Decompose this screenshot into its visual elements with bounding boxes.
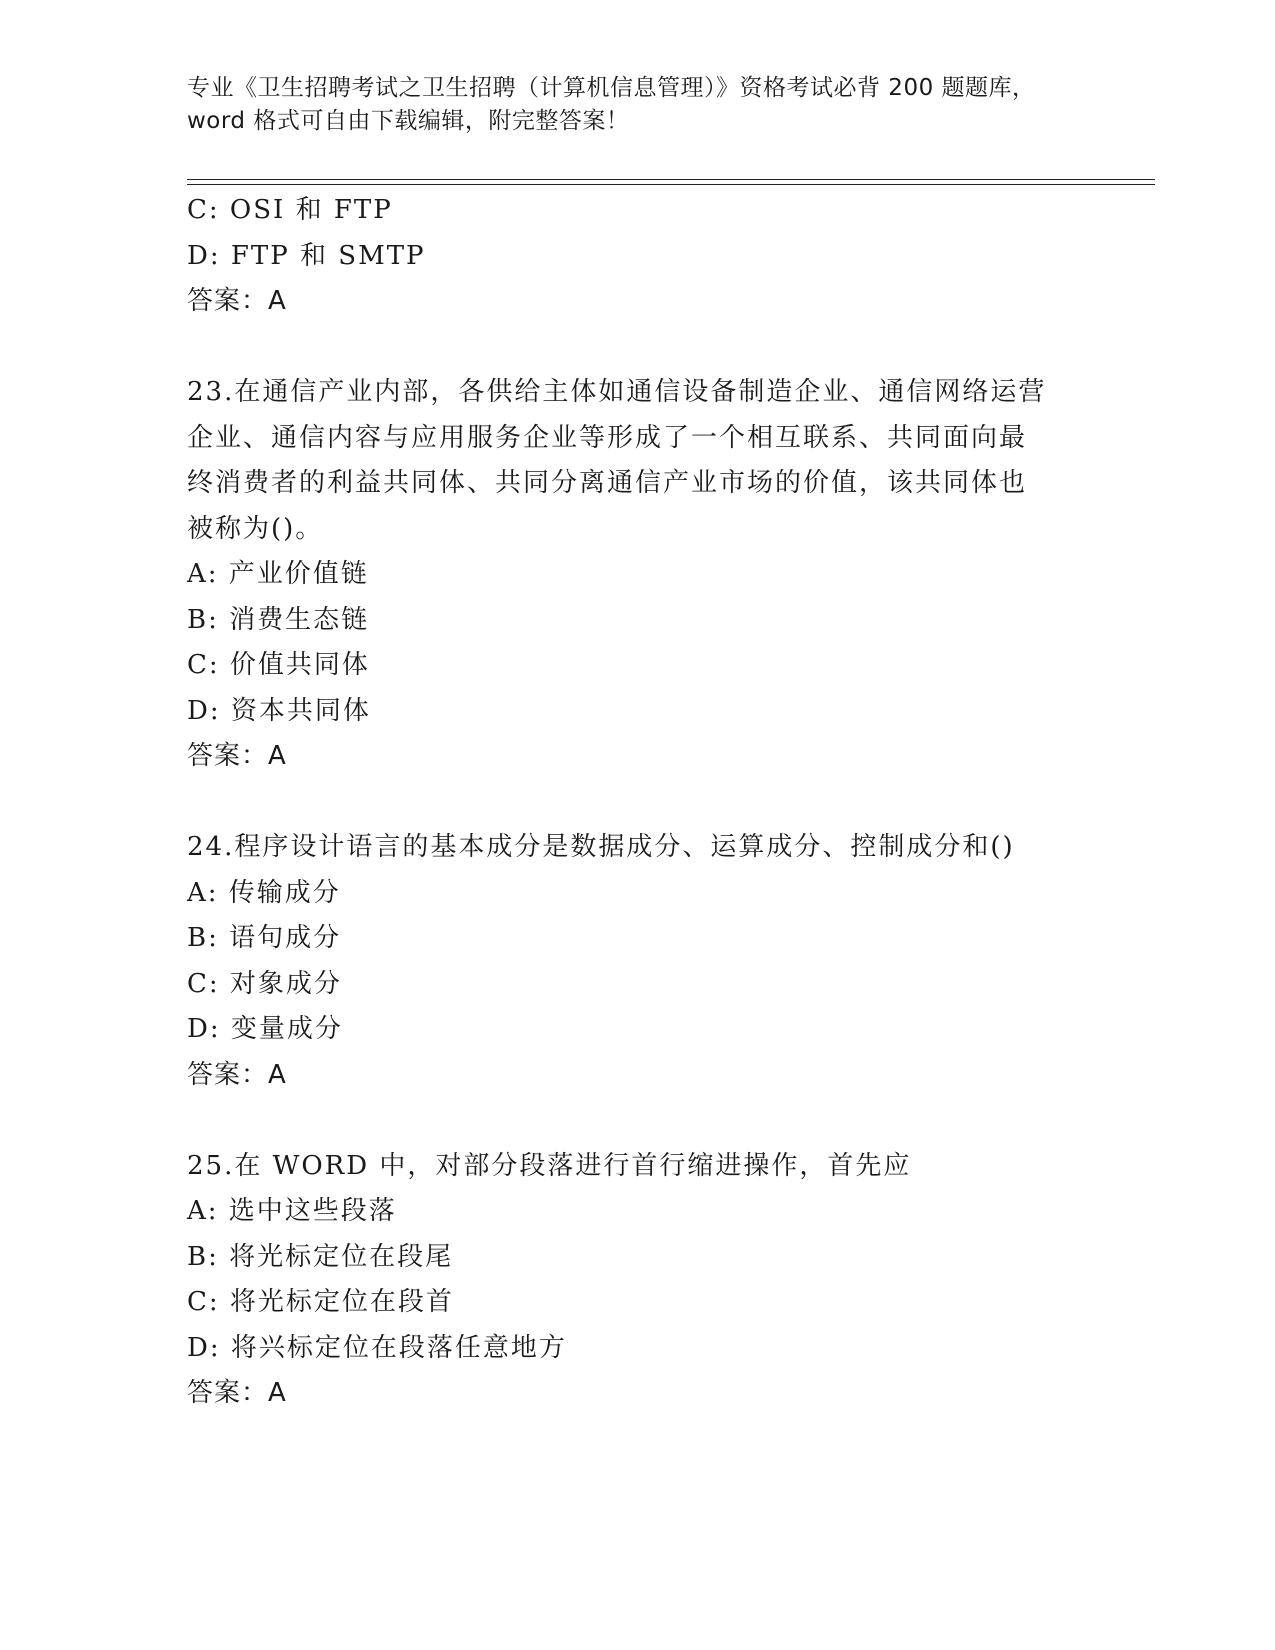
question-22-continued [187,188,1147,325]
option-a: A: 传输成分 [187,877,341,908]
option-d: D: 变量成分 [187,1014,343,1044]
option-a: A: 产业价值链 [187,559,369,589]
question-stem-line: 企业、通信内容与应用服务企业等形成了一个相互联系、共同面向最 [187,422,1028,453]
option-c: C: 对象成分 [187,968,342,999]
option-b: B: 将光标定位在段尾 [187,1241,454,1272]
answer-line: 答案：A [187,741,287,771]
answer-line: 答案：A [187,1059,287,1090]
option-d: D: 资本共同体 [187,695,371,726]
question-stem-line: 23.在通信产业内部，各供给主体如通信设备制造企业、通信网络运营 [187,377,1047,407]
spacer [187,325,1147,371]
question-stem-line: 24.程序设计语言的基本成分是数据成分、运算成分、控制成分和() [187,832,1015,862]
question-23 [187,370,1147,780]
header-rule-top [187,179,1155,180]
question-24 [187,825,1147,1098]
option-c: C: OSI 和 FTP [187,195,393,225]
option-d: D: FTP 和 SMTP [187,240,426,271]
question-stem-line: 被称为()。 [187,513,324,544]
document-body [187,188,1147,1417]
option-d: D: 将兴标定位在段落任意地方 [187,1332,567,1363]
document-header [187,72,1087,138]
answer-line: 答案：A [187,1378,287,1408]
question-stem-line: 25.在 WORD 中，对部分段落进行首行缩进操作，首先应 [187,1150,912,1181]
option-a: A: 选中这些段落 [187,1196,397,1226]
option-b: B: 消费生态链 [187,604,370,635]
option-c: C: 将光标定位在段首 [187,1287,454,1317]
spacer [187,780,1147,826]
question-stem-line: 终消费者的利益共同体、共同分离通信产业市场的价值，该共同体也 [187,468,1028,498]
option-c: C: 价值共同体 [187,650,370,680]
header-line-2: word 格式可自由下载编辑，附完整答案！ [187,108,630,134]
spacer [187,1098,1147,1144]
header-line-1: 专业《卫生招聘考试之卫生招聘（计算机信息管理）》资格考试必背 200 题题库， [187,75,1036,101]
option-b: B: 语句成分 [187,923,342,953]
header-rule-bottom [187,184,1155,185]
question-25 [187,1144,1147,1417]
answer-line: 答案：A [187,286,287,316]
